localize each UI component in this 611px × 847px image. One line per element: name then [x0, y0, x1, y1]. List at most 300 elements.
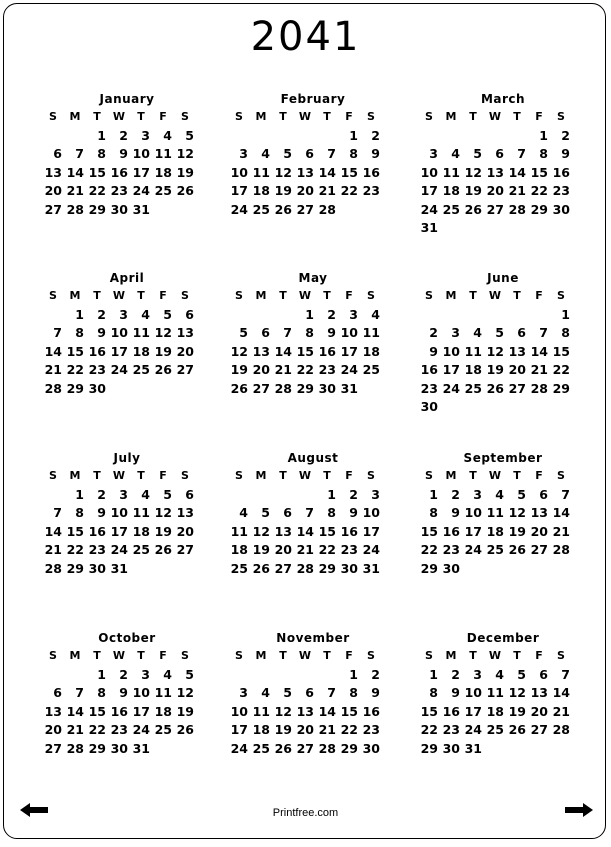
day-cell: 15: [318, 523, 336, 539]
weekday-header: W: [112, 469, 126, 482]
day-cell: 21: [318, 722, 336, 737]
empty-cell: [42, 127, 64, 146]
weekday-header: F: [345, 649, 353, 662]
day-grid: [418, 467, 588, 578]
day-cell: 7: [53, 325, 62, 340]
day-cell: 22: [66, 362, 84, 377]
day-cell: 6: [517, 325, 526, 340]
day-cell: 2: [429, 325, 438, 340]
empty-cell: [64, 127, 86, 146]
month-january: [42, 90, 212, 219]
day-cell: 5: [185, 127, 194, 143]
weekday-header: S: [557, 110, 565, 123]
day-cell: 24: [340, 362, 358, 377]
empty-cell: [42, 486, 64, 505]
day-cell: 10: [110, 505, 128, 520]
weekday-header: F: [535, 110, 543, 123]
day-cell: 18: [464, 362, 482, 377]
day-cell: 4: [141, 486, 150, 502]
day-cell: 22: [88, 722, 106, 737]
day-cell: 2: [327, 306, 336, 322]
weekday-header: S: [235, 469, 243, 482]
day-cell: 7: [305, 505, 314, 520]
day-cell: 21: [552, 523, 570, 539]
day-cell: 30: [110, 201, 128, 217]
weekday-header: M: [69, 469, 81, 482]
day-cell: 25: [154, 722, 172, 737]
day-cell: 13: [508, 343, 526, 359]
day-cell: 9: [451, 505, 460, 520]
empty-cell: [250, 127, 272, 146]
weekday-header: M: [255, 469, 267, 482]
month-name: August: [287, 451, 339, 465]
empty-cell: [462, 306, 484, 325]
day-grid: [228, 647, 398, 758]
month-name: May: [298, 271, 328, 285]
day-cell: 15: [552, 343, 570, 359]
weekday-header: W: [112, 289, 126, 302]
day-cell: 25: [252, 740, 270, 756]
day-cell: 17: [464, 703, 482, 719]
weekday-header: S: [557, 469, 565, 482]
day-cell: 14: [552, 505, 570, 520]
day-cell: 5: [495, 325, 504, 340]
weekday-header: T: [93, 469, 101, 482]
day-cell: 31: [110, 560, 128, 576]
day-cell: 23: [420, 380, 438, 396]
day-cell: 14: [66, 703, 84, 719]
weekday-header: T: [323, 469, 331, 482]
day-cell: 3: [239, 685, 248, 700]
day-cell: 14: [530, 343, 548, 359]
day-cell: 20: [44, 183, 62, 198]
day-cell: 26: [274, 740, 292, 756]
day-grid: [42, 108, 212, 219]
day-cell: 12: [274, 703, 292, 719]
empty-cell: [272, 127, 294, 146]
day-cell: 17: [110, 343, 128, 359]
day-cell: 4: [163, 127, 172, 143]
day-grid: [228, 467, 398, 578]
day-grid: [418, 647, 588, 758]
day-cell: 25: [132, 542, 150, 557]
day-cell: 8: [327, 505, 336, 520]
day-cell: 1: [305, 306, 314, 322]
day-cell: 14: [44, 343, 62, 359]
month-name: February: [280, 92, 346, 106]
weekday-header: W: [488, 649, 502, 662]
day-cell: 22: [88, 183, 106, 198]
weekday-header: S: [49, 289, 57, 302]
day-cell: 14: [552, 685, 570, 700]
day-cell: 11: [154, 685, 172, 700]
day-cell: 28: [318, 201, 336, 217]
day-cell: 8: [349, 146, 358, 161]
day-cell: 11: [442, 164, 460, 180]
day-cell: 11: [252, 703, 270, 719]
day-cell: 24: [230, 201, 248, 217]
day-cell: 17: [464, 523, 482, 539]
day-cell: 27: [296, 201, 314, 217]
day-cell: 12: [508, 505, 526, 520]
weekday-header: S: [49, 469, 57, 482]
day-cell: 1: [327, 486, 336, 502]
weekday-header: T: [137, 649, 145, 662]
day-cell: 3: [473, 486, 482, 502]
day-cell: 28: [44, 560, 62, 576]
weekday-header: T: [93, 110, 101, 123]
day-cell: 6: [539, 666, 548, 682]
day-cell: 21: [552, 703, 570, 719]
right-arrow-icon[interactable]: [565, 803, 593, 817]
weekday-header: W: [298, 289, 312, 302]
weekday-header: W: [112, 110, 126, 123]
weekday-header: W: [488, 289, 502, 302]
day-cell: 1: [349, 666, 358, 682]
day-cell: 18: [230, 542, 248, 557]
day-cell: 10: [362, 505, 380, 520]
day-cell: 10: [132, 685, 150, 700]
day-cell: 11: [132, 505, 150, 520]
day-cell: 8: [305, 325, 314, 340]
empty-cell: [440, 127, 462, 146]
day-cell: 16: [552, 164, 570, 180]
day-cell: 29: [318, 560, 336, 576]
day-cell: 23: [362, 722, 380, 737]
weekday-header: T: [513, 469, 521, 482]
month-february: [228, 90, 398, 219]
day-cell: 26: [176, 722, 194, 737]
empty-cell: [250, 486, 272, 505]
day-cell: 25: [486, 722, 504, 737]
empty-cell: [228, 306, 250, 325]
day-cell: 29: [296, 380, 314, 396]
day-cell: 7: [327, 685, 336, 700]
day-grid: [418, 287, 588, 417]
day-cell: 3: [239, 146, 248, 161]
day-cell: 21: [508, 183, 526, 198]
month-name: March: [480, 92, 526, 106]
day-cell: 14: [508, 164, 526, 180]
day-cell: 11: [252, 164, 270, 180]
empty-cell: [228, 127, 250, 146]
day-cell: 5: [283, 685, 292, 700]
day-cell: 10: [230, 703, 248, 719]
day-cell: 13: [274, 523, 292, 539]
weekday-header: S: [49, 110, 57, 123]
day-cell: 8: [539, 146, 548, 161]
day-cell: 3: [141, 127, 150, 143]
weekday-header: T: [323, 649, 331, 662]
day-cell: 30: [318, 380, 336, 396]
day-cell: 18: [252, 183, 270, 198]
empty-cell: [294, 127, 316, 146]
day-cell: 6: [53, 146, 62, 161]
day-cell: 26: [154, 542, 172, 557]
day-cell: 9: [97, 505, 106, 520]
day-cell: 14: [274, 343, 292, 359]
weekday-header: T: [513, 289, 521, 302]
day-cell: 17: [442, 362, 460, 377]
weekday-header: T: [279, 649, 287, 662]
month-april: [42, 269, 212, 398]
day-grid: [228, 287, 398, 398]
day-cell: 28: [274, 380, 292, 396]
day-cell: 17: [132, 164, 150, 180]
day-cell: 18: [442, 183, 460, 198]
month-name: January: [99, 92, 155, 106]
day-cell: 13: [252, 343, 270, 359]
day-cell: 9: [371, 146, 380, 161]
day-cell: 20: [486, 183, 504, 198]
day-cell: 25: [252, 201, 270, 217]
weekday-header: M: [445, 469, 457, 482]
day-cell: 29: [88, 201, 106, 217]
day-cell: 28: [530, 380, 548, 396]
empty-cell: [228, 486, 250, 505]
day-cell: 5: [517, 666, 526, 682]
day-cell: 4: [261, 685, 270, 700]
weekday-header: W: [488, 110, 502, 123]
day-cell: 9: [327, 325, 336, 340]
day-cell: 13: [176, 325, 194, 340]
day-cell: 29: [420, 740, 438, 756]
day-cell: 3: [141, 666, 150, 682]
day-cell: 16: [110, 703, 128, 719]
weekday-header: T: [93, 649, 101, 662]
day-cell: 26: [154, 362, 172, 377]
day-cell: 20: [296, 722, 314, 737]
month-october: [42, 629, 212, 758]
day-cell: 12: [230, 343, 248, 359]
empty-cell: [272, 486, 294, 505]
day-cell: 27: [530, 542, 548, 557]
day-cell: 30: [110, 740, 128, 756]
day-cell: 3: [451, 325, 460, 340]
day-cell: 6: [53, 685, 62, 700]
day-cell: 23: [552, 183, 570, 198]
day-cell: 21: [44, 542, 62, 557]
empty-cell: [42, 666, 64, 685]
month-march: [418, 90, 588, 238]
day-cell: 19: [252, 542, 270, 557]
day-cell: 21: [44, 362, 62, 377]
weekday-header: T: [279, 110, 287, 123]
day-cell: 27: [176, 362, 194, 377]
day-cell: 29: [88, 740, 106, 756]
day-cell: 23: [88, 542, 106, 557]
day-cell: 13: [176, 505, 194, 520]
day-cell: 15: [530, 164, 548, 180]
empty-cell: [418, 127, 440, 146]
footer-link[interactable]: Printfree.com: [272, 807, 339, 819]
day-cell: 16: [362, 164, 380, 180]
day-cell: 1: [429, 666, 438, 682]
day-cell: 27: [176, 542, 194, 557]
day-cell: 4: [495, 666, 504, 682]
day-cell: 4: [451, 146, 460, 161]
day-cell: 25: [464, 380, 482, 396]
weekday-header: M: [445, 649, 457, 662]
day-cell: 25: [486, 542, 504, 557]
day-cell: 23: [442, 542, 460, 557]
weekday-header: W: [298, 469, 312, 482]
day-cell: 4: [473, 325, 482, 340]
day-cell: 10: [464, 685, 482, 700]
day-cell: 3: [349, 306, 358, 322]
day-cell: 20: [296, 183, 314, 198]
day-cell: 2: [119, 127, 128, 143]
day-cell: 9: [371, 685, 380, 700]
day-cell: 24: [132, 722, 150, 737]
weekday-header: T: [93, 289, 101, 302]
day-cell: 21: [318, 183, 336, 198]
day-cell: 3: [429, 146, 438, 161]
day-cell: 3: [119, 486, 128, 502]
day-cell: 12: [176, 685, 194, 700]
weekday-header: W: [298, 649, 312, 662]
weekday-header: M: [69, 289, 81, 302]
weekday-header: T: [279, 469, 287, 482]
weekday-header: F: [535, 469, 543, 482]
day-cell: 18: [252, 722, 270, 737]
day-cell: 25: [132, 362, 150, 377]
day-grid: [42, 647, 212, 758]
weekday-header: S: [181, 469, 189, 482]
day-cell: 24: [420, 201, 438, 217]
day-cell: 1: [349, 127, 358, 143]
day-cell: 10: [464, 505, 482, 520]
day-cell: 24: [464, 542, 482, 557]
day-cell: 30: [362, 740, 380, 756]
empty-cell: [250, 666, 272, 685]
day-cell: 6: [495, 146, 504, 161]
day-cell: 23: [442, 722, 460, 737]
day-cell: 8: [561, 325, 570, 340]
weekday-header: T: [469, 649, 477, 662]
day-cell: 12: [176, 146, 194, 161]
day-cell: 2: [371, 127, 380, 143]
day-cell: 30: [442, 740, 460, 756]
empty-cell: [506, 127, 528, 146]
weekday-header: W: [488, 469, 502, 482]
empty-cell: [228, 666, 250, 685]
day-cell: 7: [539, 325, 548, 340]
day-cell: 5: [163, 306, 172, 322]
day-cell: 30: [88, 560, 106, 576]
day-cell: 18: [154, 703, 172, 719]
day-cell: 20: [530, 523, 548, 539]
day-cell: 20: [176, 523, 194, 539]
weekday-header: M: [255, 110, 267, 123]
weekday-header: M: [445, 110, 457, 123]
day-cell: 10: [110, 325, 128, 340]
day-cell: 29: [340, 740, 358, 756]
day-cell: 15: [340, 164, 358, 180]
weekday-header: S: [235, 289, 243, 302]
weekday-header: M: [255, 649, 267, 662]
day-cell: 1: [561, 306, 570, 322]
weekday-header: T: [137, 289, 145, 302]
day-cell: 2: [451, 486, 460, 502]
weekday-header: F: [159, 110, 167, 123]
day-cell: 26: [508, 722, 526, 737]
day-cell: 6: [185, 306, 194, 322]
day-cell: 28: [44, 380, 62, 396]
day-cell: 15: [88, 164, 106, 180]
day-cell: 17: [362, 523, 380, 539]
day-cell: 9: [97, 325, 106, 340]
day-cell: 31: [132, 201, 150, 217]
month-name: November: [276, 631, 350, 645]
day-cell: 9: [561, 146, 570, 161]
day-cell: 8: [429, 505, 438, 520]
day-cell: 8: [75, 505, 84, 520]
weekday-header: M: [445, 289, 457, 302]
day-cell: 9: [451, 685, 460, 700]
month-name: October: [98, 631, 156, 645]
empty-cell: [462, 127, 484, 146]
day-cell: 5: [473, 146, 482, 161]
day-cell: 30: [420, 399, 438, 414]
day-cell: 4: [261, 146, 270, 161]
day-cell: 27: [44, 201, 62, 217]
empty-cell: [506, 306, 528, 325]
day-cell: 31: [464, 740, 482, 756]
day-cell: 29: [530, 201, 548, 217]
day-cell: 16: [340, 523, 358, 539]
weekday-header: F: [345, 469, 353, 482]
day-cell: 25: [154, 183, 172, 198]
month-name: December: [466, 631, 540, 645]
day-cell: 19: [274, 183, 292, 198]
day-cell: 20: [508, 362, 526, 377]
empty-cell: [294, 666, 316, 685]
month-september: [418, 449, 588, 578]
month-june: [418, 269, 588, 417]
day-cell: 7: [75, 685, 84, 700]
weekday-header: F: [159, 469, 167, 482]
day-cell: 26: [176, 183, 194, 198]
day-cell: 27: [296, 740, 314, 756]
weekday-header: W: [298, 110, 312, 123]
day-cell: 14: [296, 523, 314, 539]
weekday-header: W: [112, 649, 126, 662]
day-cell: 17: [132, 703, 150, 719]
day-cell: 1: [75, 486, 84, 502]
weekday-header: S: [425, 289, 433, 302]
day-cell: 15: [420, 523, 438, 539]
weekday-header: F: [535, 289, 543, 302]
day-cell: 12: [274, 164, 292, 180]
day-cell: 28: [296, 560, 314, 576]
day-cell: 30: [340, 560, 358, 576]
day-cell: 24: [442, 380, 460, 396]
day-cell: 2: [97, 306, 106, 322]
day-cell: 7: [75, 146, 84, 161]
day-cell: 7: [53, 505, 62, 520]
day-cell: 22: [296, 362, 314, 377]
day-cell: 17: [420, 183, 438, 198]
day-cell: 18: [132, 523, 150, 539]
day-cell: 28: [552, 722, 570, 737]
weekday-header: T: [513, 110, 521, 123]
day-cell: 18: [486, 523, 504, 539]
day-cell: 2: [97, 486, 106, 502]
day-cell: 9: [349, 505, 358, 520]
weekday-header: F: [345, 110, 353, 123]
weekday-header: T: [137, 469, 145, 482]
